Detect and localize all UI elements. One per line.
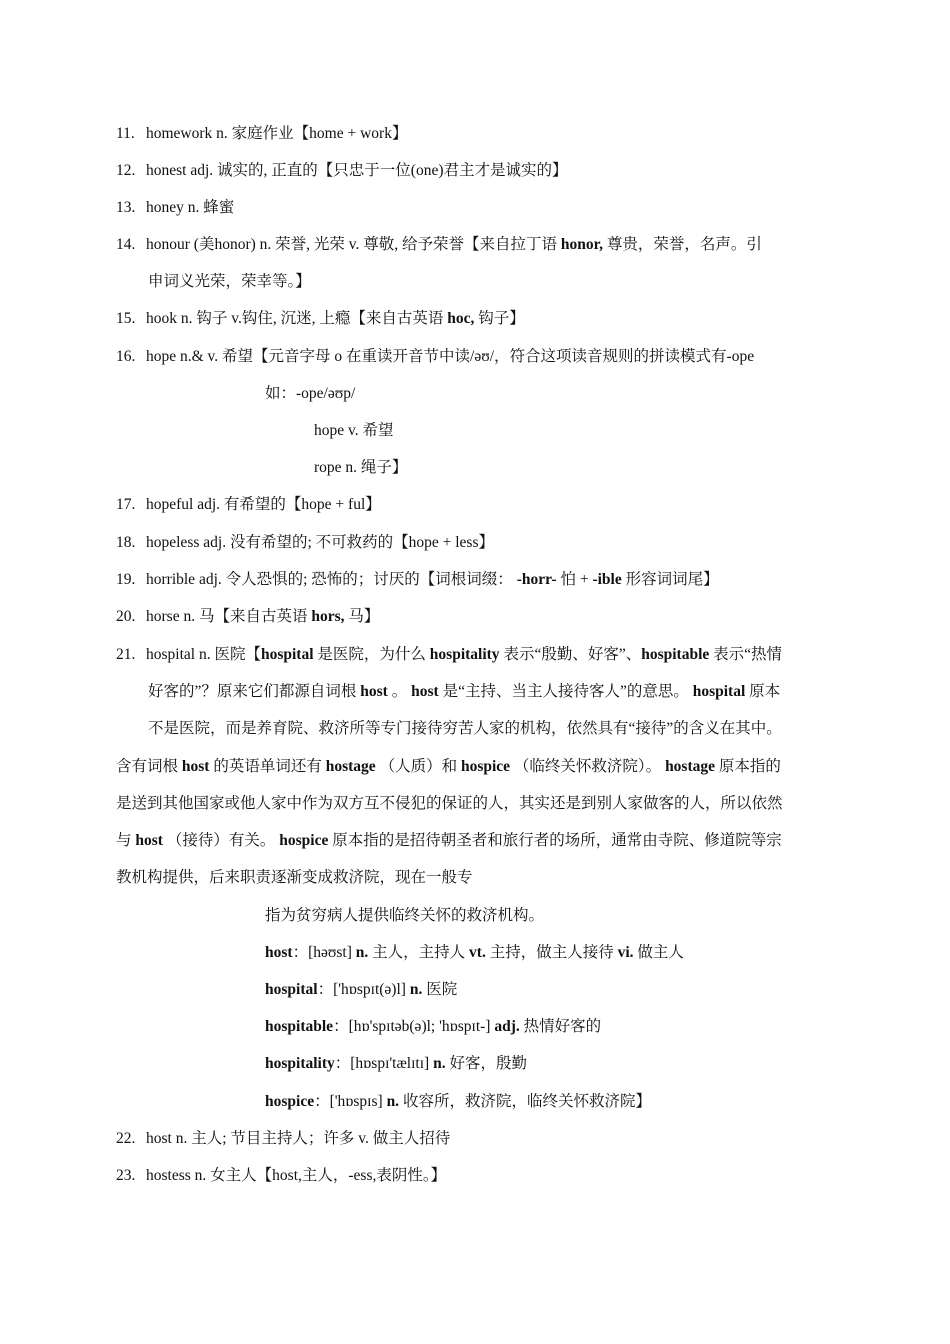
entry-21-line-4: 含有词根 host 的英语单词还有 hostage （人质）和 hospice （临终关怀救济院）。 hostage 原本指的 (116, 758, 781, 775)
word-host: host：[həʊst] n. 主人，主持人 vt. 主持，做主人接待 vi. 做主人 (265, 944, 684, 961)
word-hospitable: hospitable：[hɒ'spɪtəb(ə)l; 'hɒspɪt-] adj. 热情好客的 (265, 1018, 602, 1035)
entry-19: 19. horrible adj. 令人恐惧的; 恐怖的；讨厌的【词根词缀： -horr- 怕 + -ible 形容词词尾】 (116, 571, 719, 588)
entry-16-example-label: 如：-ope/əʊp/ (265, 385, 356, 402)
entry-14: 14. honour (美honor) n. 荣誉, 光荣 v. 尊敬, 给予荣誉【来自拉丁语 honor, 尊贵，荣誉，名声。引 (116, 236, 762, 253)
entry-21-line-7: 教机构提供，后来职责逐渐变成救济院，现在一般专 (116, 869, 473, 886)
entry-15: 15. hook n. 钩子 v.钩住, 沉迷, 上瘾【来自古英语 hoc, 钩子】 (116, 310, 525, 327)
entry-21-line-3: 不是医院，而是养育院、救济所等专门接待穷苦人家的机构，依然具有“接待”的含义在其中。 (148, 720, 782, 737)
entry-16: 16. hope n.& v. 希望【元音字母 o 在重读开音节中读/əʊ/，符合这项读音规则的拼读模式有-ope (116, 348, 755, 365)
word-hospitality: hospitality：[hɒspɪ'tælɪtɪ] n. 好客，殷勤 (265, 1055, 527, 1072)
word-hospice: hospice：['hɒspɪs] n. 收容所，救济院，临终关怀救济院】 (265, 1093, 651, 1110)
entry-21: 21. hospital n. 医院【hospital 是医院，为什么 hospitality 表示“殷勤、好客”、hospitable 表示“热情 (116, 646, 783, 663)
entry-23: 23. hostess n. 女主人【host,主人，-ess,表阴性。】 (116, 1167, 447, 1184)
entry-22: 22. host n. 主人; 节目主持人；许多 v. 做主人招待 (116, 1130, 451, 1147)
entry-16-example-hope: hope v. 希望 (314, 422, 394, 439)
entry-14-continuation: 申词义光荣，荣幸等。】 (148, 273, 311, 290)
entry-20: 20. horse n. 马【来自古英语 hors, 马】 (116, 608, 380, 625)
entry-21-line-6: 与 host （接待）有关。 hospice 原本指的是招待朝圣者和旅行者的场所，通常由寺院、修道院等宗 (116, 832, 782, 849)
entry-12: 12. honest adj. 诚实的, 正直的【只忠于一位(one)君主才是诚实的】 (116, 162, 568, 179)
entry-13: 13. honey n. 蜂蜜 (116, 199, 235, 216)
word-hospital: hospital：['hɒspɪt(ə)l] n. 医院 (265, 981, 458, 998)
entry-21-line-5: 是送到其他国家或他人家中作为双方互不侵犯的保证的人，其实还是到别人家做客的人，所以依然 (116, 795, 783, 812)
entry-21-line-8: 指为贫穷病人提供临终关怀的救济机构。 (265, 907, 545, 924)
entry-18: 18. hopeless adj. 没有希望的; 不可救药的【hope + less】 (116, 534, 494, 551)
entry-17: 17. hopeful adj. 有希望的【hope + ful】 (116, 496, 381, 513)
entry-21-line-2: 好客的”？原来它们都源自词根 host 。 host 是“主持、当主人接待客人”的意思。 hospital 原本 (148, 683, 781, 700)
entry-16-example-rope: rope n. 绳子】 (314, 459, 408, 476)
entry-11: 11. homework n. 家庭作业【home + work】 (116, 125, 408, 142)
